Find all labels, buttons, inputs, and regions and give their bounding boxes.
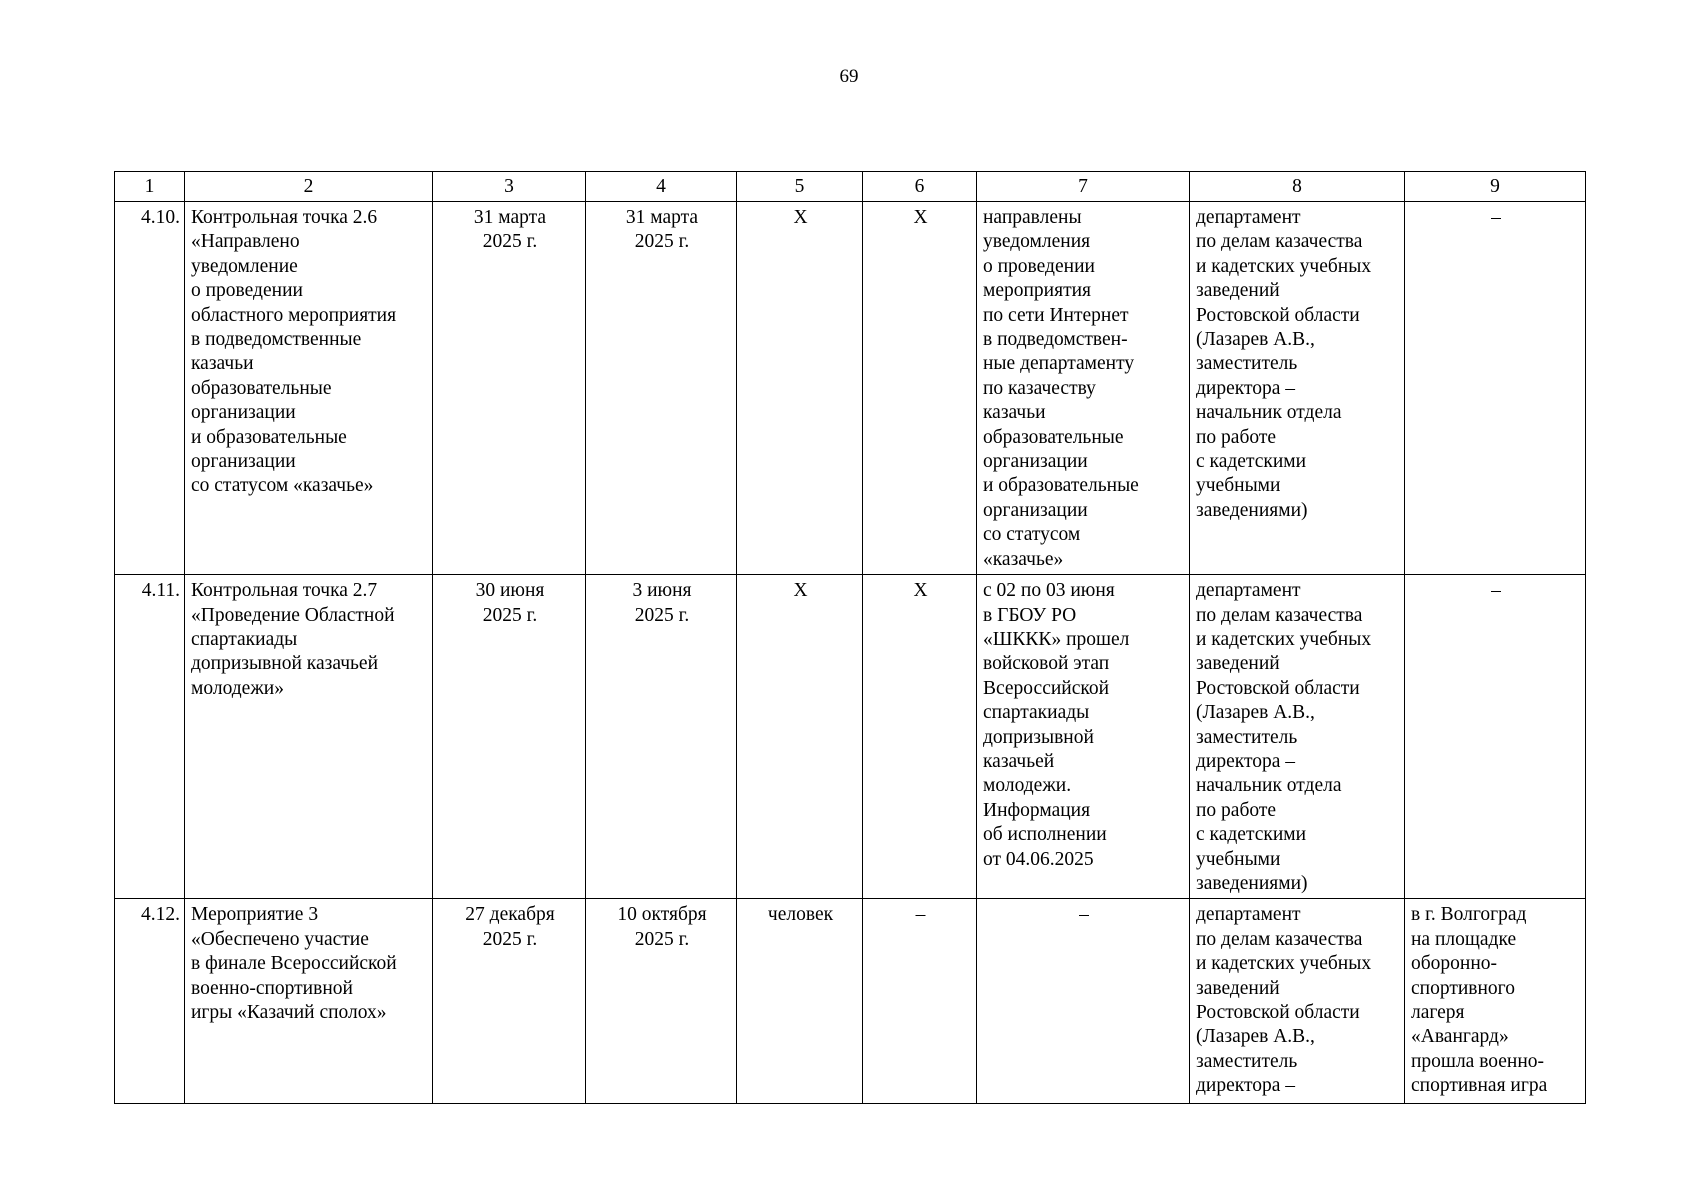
execution-info: направлены уведомления о проведении мероприятия по сети Интернет в подведомствен- ные департаменту по казачеству казачьи образовательные организации и образовательные организации со статусом «казачье» (977, 202, 1190, 575)
table-header-row (115, 172, 1586, 202)
value-cell: Х (863, 575, 977, 899)
event-name: Контрольная точка 2.6 «Направлено уведомление о проведении областного мероприятия в подведомственные казачьи образовательные организации и образовательные организации со статусом «казачье» (185, 202, 433, 575)
column-header: 6 (863, 172, 977, 202)
column-header: 3 (433, 172, 586, 202)
execution-info: с 02 по 03 июня в ГБОУ РО «ШККК» прошел войсковой этап Всероссийской спартакиады допризывной казачьей молодежи. Информация об исполнении от 04.06.2025 (977, 575, 1190, 899)
event-name: Контрольная точка 2.7 «Проведение Областной спартакиады допризывной казачьей молодежи» (185, 575, 433, 899)
event-name: Мероприятие 3 «Обеспечено участие в финале Всероссийской военно-спортивной игры «Казачий сполох» (185, 899, 433, 1104)
execution-info: – (977, 899, 1190, 1104)
row-number: 4.10. (115, 202, 185, 575)
actual-date: 31 марта 2025 г. (586, 202, 737, 575)
value-cell: – (863, 899, 977, 1104)
table-row (115, 575, 1586, 899)
column-header: 2 (185, 172, 433, 202)
note-cell: в г. Волгоград на площадке оборонно- спортивного лагеря «Авангард» прошла военно- спортивная игра (1405, 899, 1586, 1104)
note-cell: – (1405, 575, 1586, 899)
column-header: 9 (1405, 172, 1586, 202)
unit-cell: человек (737, 899, 863, 1104)
responsible-cell: департамент по делам казачества и кадетских учебных заведений Ростовской области (Лазарев А.В., заместитель директора – начальник отдела по работе с кадетскими учебными заведениями) (1190, 202, 1405, 575)
table-row (115, 202, 1586, 575)
column-header: 4 (586, 172, 737, 202)
responsible-cell: департамент по делам казачества и кадетских учебных заведений Ростовской области (Лазарев А.В., заместитель директора – начальник отдела по работе с кадетскими учебными заведениями) (1190, 575, 1405, 899)
report-table (114, 171, 1586, 1104)
column-header: 5 (737, 172, 863, 202)
column-header: 8 (1190, 172, 1405, 202)
note-cell: – (1405, 202, 1586, 575)
value-cell: Х (863, 202, 977, 575)
planned-date: 31 марта 2025 г. (433, 202, 586, 575)
unit-cell: Х (737, 575, 863, 899)
column-header: 7 (977, 172, 1190, 202)
row-number: 4.12. (115, 899, 185, 1104)
planned-date: 27 декабря 2025 г. (433, 899, 586, 1104)
actual-date: 10 октября 2025 г. (586, 899, 737, 1104)
table-row (115, 899, 1586, 1104)
page-number: 69 (839, 66, 859, 87)
unit-cell: Х (737, 202, 863, 575)
planned-date: 30 июня 2025 г. (433, 575, 586, 899)
responsible-cell: департамент по делам казачества и кадетских учебных заведений Ростовской области (Лазарев А.В., заместитель директора – (1190, 899, 1405, 1104)
actual-date: 3 июня 2025 г. (586, 575, 737, 899)
column-header: 1 (115, 172, 185, 202)
row-number: 4.11. (115, 575, 185, 899)
